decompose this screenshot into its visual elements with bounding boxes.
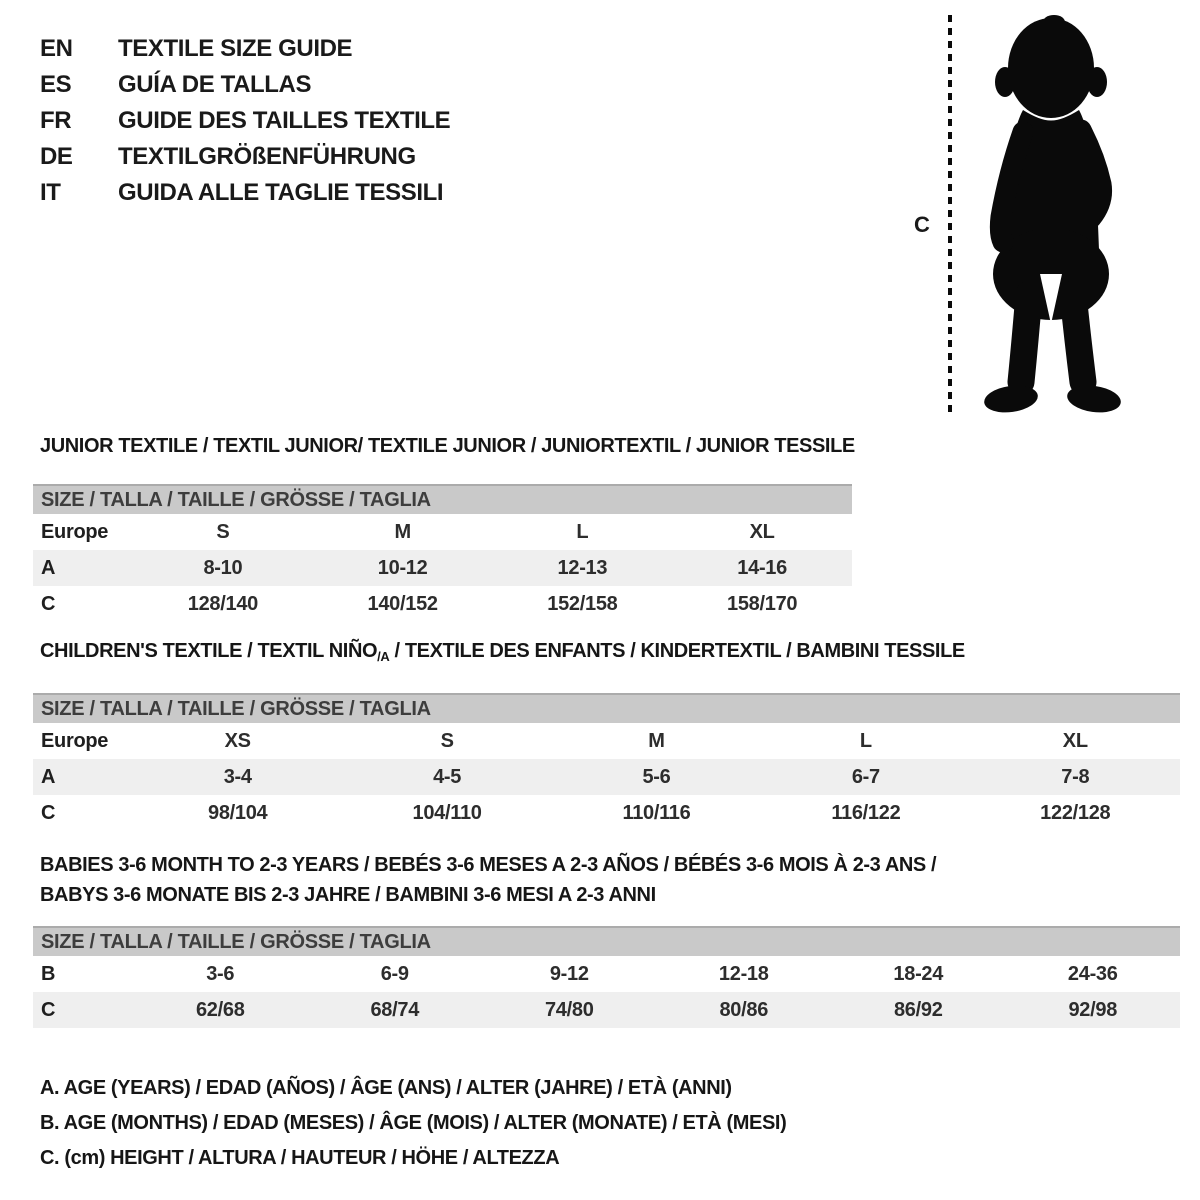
height-cell: 62/68 — [195, 998, 245, 1021]
age-cell: 8-10 — [203, 556, 243, 579]
months-cell: 24-36 — [1067, 962, 1118, 985]
language-row-en — [40, 31, 450, 67]
size-cell: L — [576, 520, 589, 543]
language-row-es — [40, 67, 450, 103]
junior-size-table — [33, 484, 852, 622]
title-text: / TEXTILE DES ENFANTS / KINDERTEXTIL / BAMBINI TESSILE — [389, 640, 965, 662]
size-cell: XS — [224, 729, 251, 752]
babies-section-title-line2: BABYS 3-6 MONATE BIS 2-3 JAHRE / BAMBINI 3-6 MESI A 2-3 ANNI — [40, 884, 656, 906]
table-row-age — [33, 550, 852, 586]
language-code: ES — [40, 71, 72, 98]
row-label: C — [41, 998, 56, 1021]
table-row-height — [33, 992, 1180, 1028]
age-cell: 5-6 — [642, 765, 671, 788]
row-label: C — [41, 592, 56, 615]
table-row-height — [33, 795, 1180, 831]
babies-section-title-line1: BABIES 3-6 MONTH TO 2-3 YEARS / BEBÉS 3-6 MESES A 2-3 AÑOS / BÉBÉS 3-6 MOIS À 2-3 ANS / — [40, 854, 937, 876]
months-cell: 12-18 — [718, 962, 769, 985]
language-code: EN — [40, 35, 73, 62]
language-code: FR — [40, 107, 72, 134]
language-list — [40, 31, 450, 211]
height-cell: 116/122 — [831, 801, 901, 824]
language-row-de — [40, 139, 450, 175]
height-cell: 86/92 — [893, 998, 943, 1021]
toddler-silhouette-icon — [960, 12, 1142, 422]
age-cell: 6-7 — [851, 765, 880, 788]
age-cell: 3-4 — [223, 765, 252, 788]
language-row-fr — [40, 103, 450, 139]
age-cell: 4-5 — [433, 765, 462, 788]
height-cell: 98/104 — [208, 801, 268, 824]
row-label: C — [41, 801, 56, 824]
title-text: CHILDREN'S TEXTILE / TEXTIL NIÑO — [40, 640, 378, 662]
height-cell: 104/110 — [412, 801, 482, 824]
age-cell: 14-16 — [737, 556, 787, 579]
size-cell: XL — [749, 520, 775, 543]
children-size-table — [33, 693, 1180, 831]
row-label: Europe — [41, 729, 109, 752]
size-header-bar: SIZE / TALLA / TAILLE / GRÖSSE / TAGLIA — [33, 926, 1180, 956]
months-cell: 6-9 — [380, 962, 409, 985]
junior-section-title: JUNIOR TEXTILE / TEXTIL JUNIOR/ TEXTILE JUNIOR / JUNIORTEXTIL / JUNIOR TESSILE — [40, 435, 855, 457]
babies-size-table — [33, 926, 1180, 1028]
age-cell: 12-13 — [557, 556, 608, 579]
height-cell: 152/158 — [547, 592, 618, 615]
table-row-europe — [33, 723, 1180, 759]
size-cell: L — [859, 729, 872, 752]
size-header-bar: SIZE / TALLA / TAILLE / GRÖSSE / TAGLIA — [33, 693, 1180, 723]
height-cell: 68/74 — [370, 998, 420, 1021]
size-cell: S — [216, 520, 230, 543]
height-cell: 92/98 — [1068, 998, 1118, 1021]
language-label: GUIDE DES TAILLES TEXTILE — [118, 107, 451, 134]
children-section-title — [40, 639, 965, 669]
size-cell: S — [440, 729, 454, 752]
language-label: TEXTILE SIZE GUIDE — [118, 35, 353, 62]
months-cell: 3-6 — [206, 962, 235, 985]
row-label: B — [41, 962, 56, 985]
age-cell: 10-12 — [377, 556, 428, 579]
size-cell: XL — [1062, 729, 1088, 752]
row-label: Europe — [41, 520, 109, 543]
height-cell: 74/80 — [544, 998, 594, 1021]
size-cell: M — [394, 520, 411, 543]
language-code: IT — [40, 179, 61, 206]
height-cell: 110/116 — [622, 801, 691, 824]
language-code: DE — [40, 143, 73, 170]
language-label: GUÍA DE TALLAS — [118, 71, 312, 98]
height-cell: 80/86 — [719, 998, 769, 1021]
row-label: A — [41, 556, 56, 579]
legend — [40, 1071, 786, 1176]
legend-line-c: C. (cm) HEIGHT / ALTURA / HAUTEUR / HÖHE / ALTEZZA — [40, 1147, 560, 1169]
height-cell: 158/170 — [727, 592, 798, 615]
title-subscript: /A — [377, 649, 390, 664]
size-header-bar: SIZE / TALLA / TAILLE / GRÖSSE / TAGLIA — [33, 484, 852, 514]
language-label: GUIDA ALLE TAGLIE TESSILI — [118, 179, 444, 206]
height-measure-label: C — [914, 212, 930, 237]
age-cell: 7-8 — [1061, 765, 1090, 788]
row-label: A — [41, 765, 56, 788]
months-cell: 18-24 — [893, 962, 944, 985]
height-cell: 128/140 — [187, 592, 258, 615]
language-label: TEXTILGRÖßENFÜHRUNG — [118, 143, 416, 170]
table-row-height — [33, 586, 852, 622]
language-row-it — [40, 175, 450, 211]
table-row-months — [33, 956, 1180, 992]
legend-line-b: B. AGE (MONTHS) / EDAD (MESES) / ÂGE (MOIS) / ALTER (MONATE) / ETÀ (MESI) — [40, 1112, 787, 1134]
height-measure-dashed-line — [948, 15, 952, 416]
months-cell: 9-12 — [549, 962, 589, 985]
table-row-europe — [33, 514, 852, 550]
height-cell: 122/128 — [1040, 801, 1111, 824]
table-row-age — [33, 759, 1180, 795]
size-cell: M — [648, 729, 665, 752]
legend-line-a: A. AGE (YEARS) / EDAD (AÑOS) / ÂGE (ANS) / ALTER (JAHRE) / ETÀ (ANNI) — [40, 1077, 732, 1099]
height-cell: 140/152 — [367, 592, 438, 615]
